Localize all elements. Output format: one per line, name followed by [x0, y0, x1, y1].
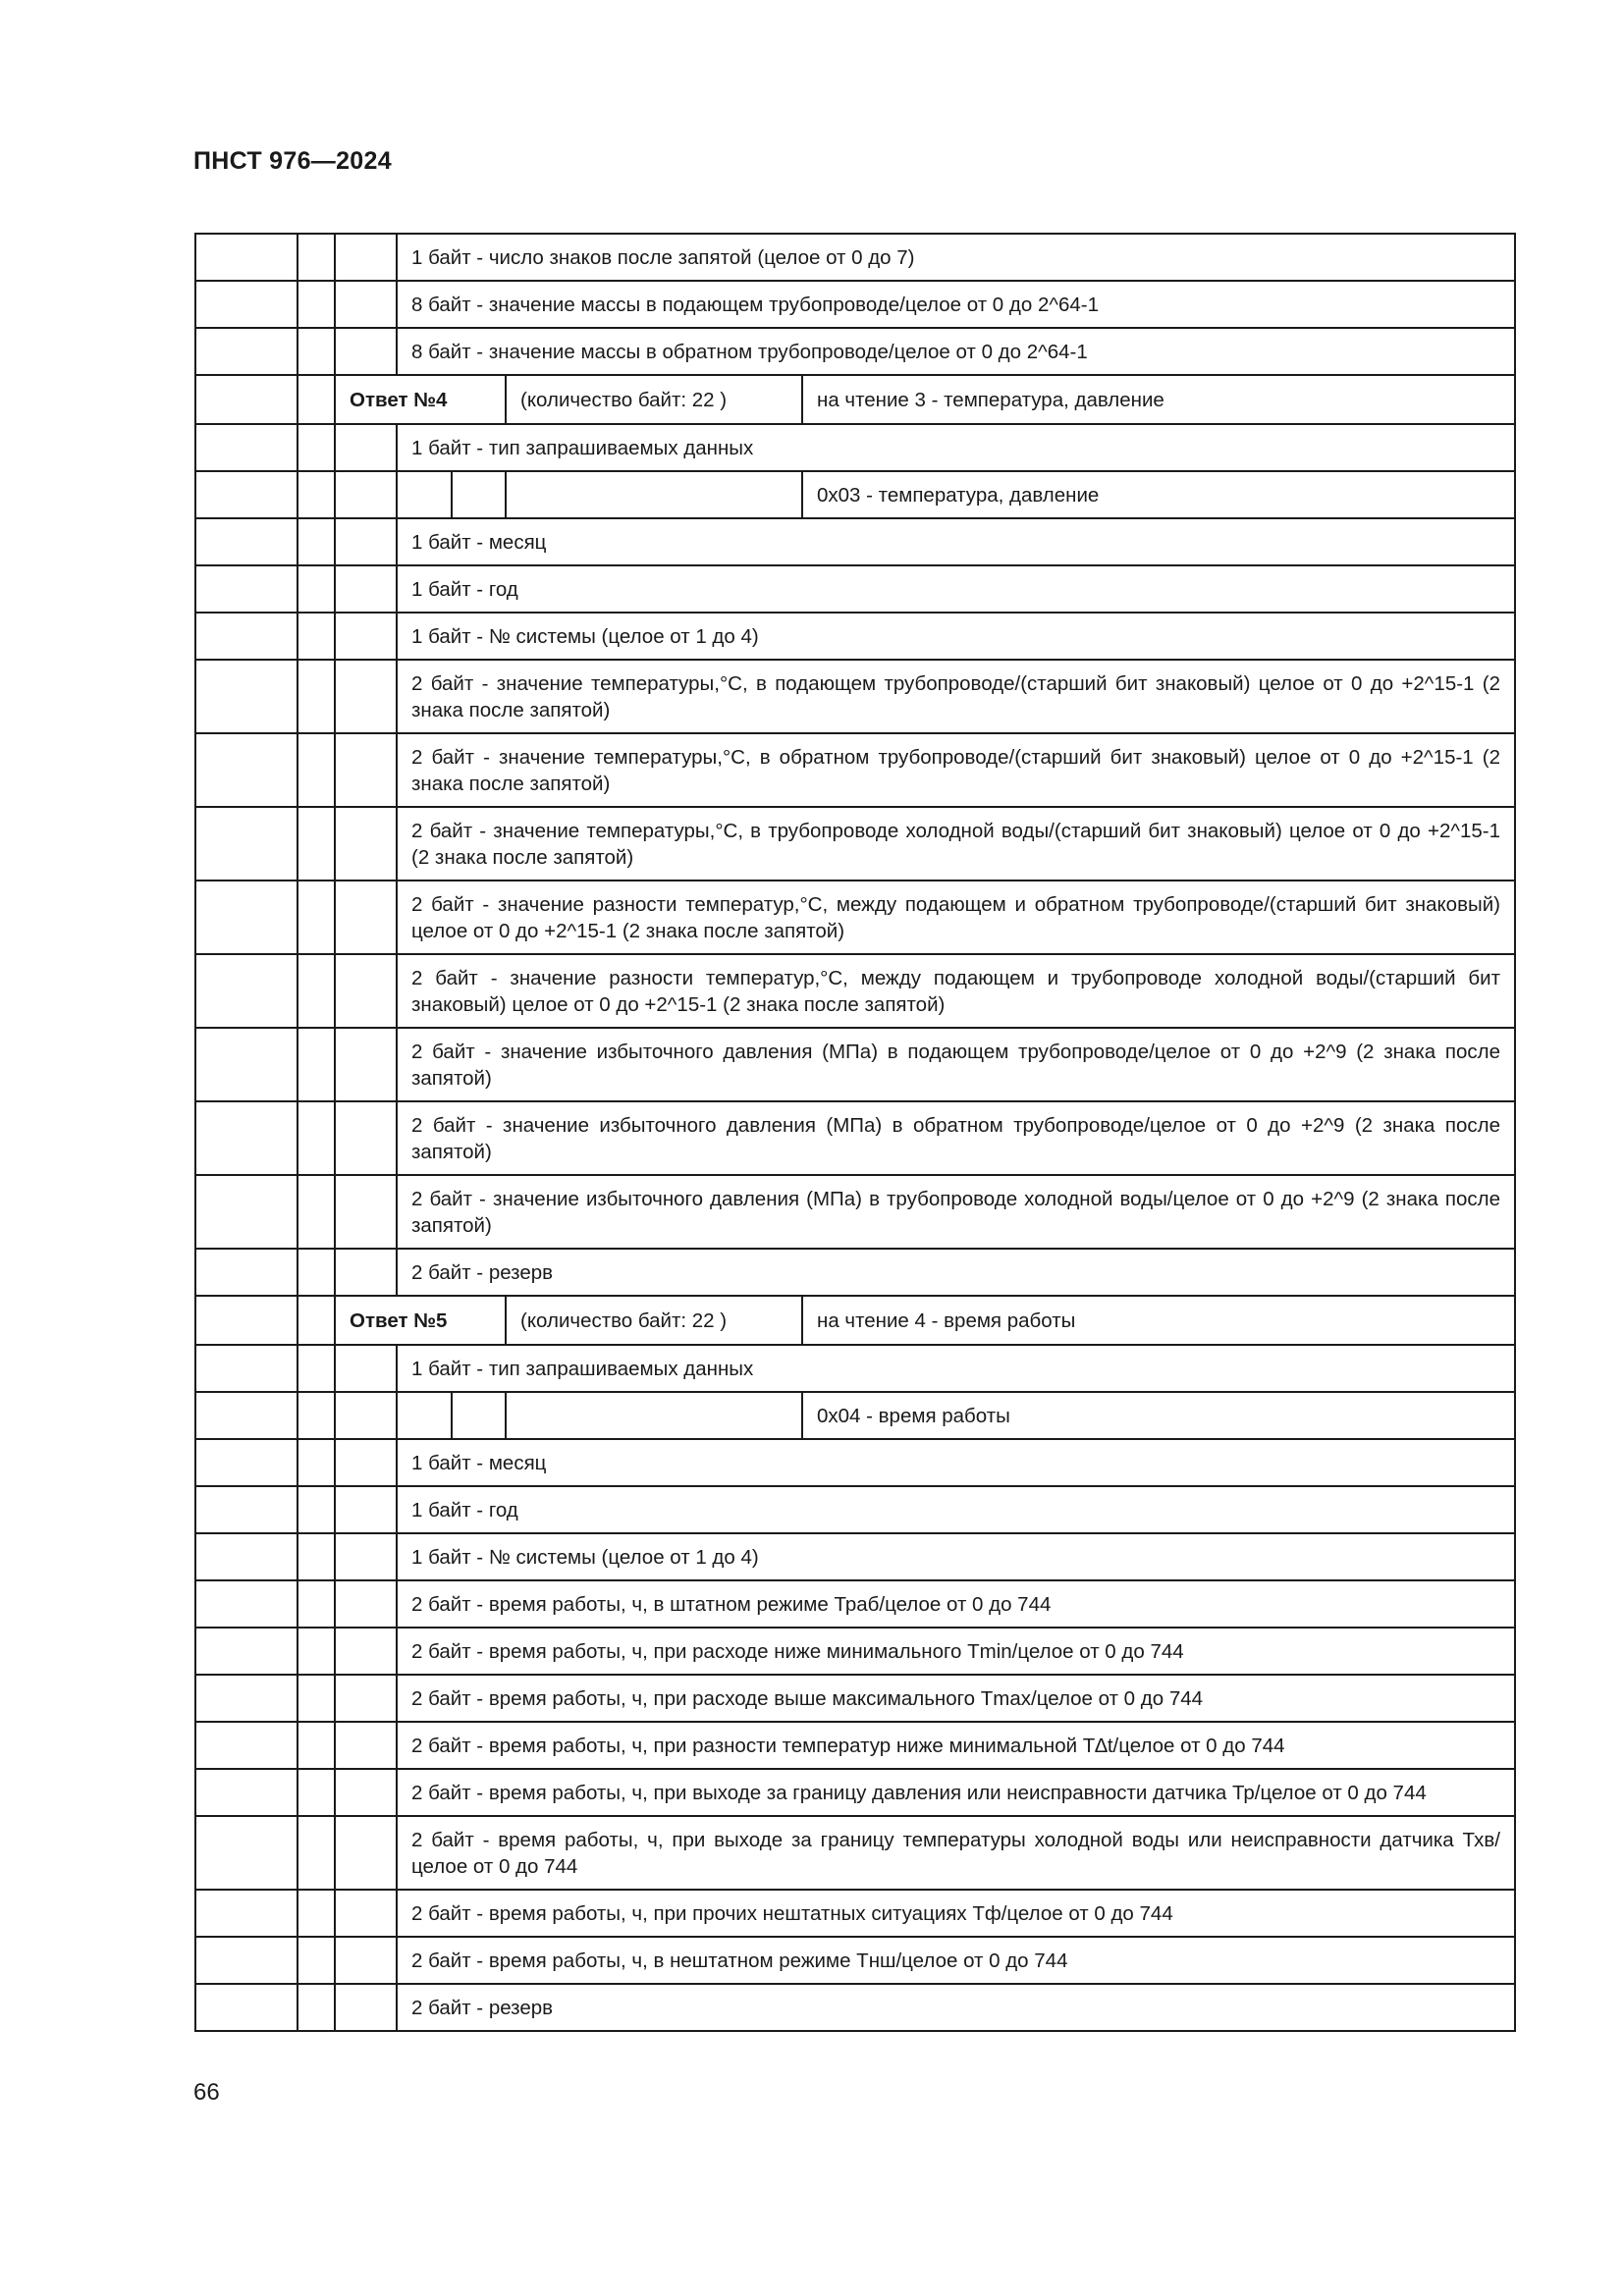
row-text: 2 байт - время работы, ч, при прочих нештатных ситуациях Тф/целое от 0 до 744: [397, 1890, 1515, 1937]
table-row: [195, 954, 1515, 1028]
row-text: 1 байт - тип запрашиваемых данных: [397, 424, 1515, 471]
table-row: [195, 1984, 1515, 2031]
row-text: 2 байт - значение избыточного давления (МПа) в подающем трубопроводе/целое от 0 до +2^9 (2 знака после запятой): [397, 1028, 1515, 1101]
table-row: [195, 1101, 1515, 1175]
row-text: 2 байт - время работы, ч, при выходе за границу давления или неисправности датчика Тр/целое от 0 до 744: [397, 1769, 1515, 1816]
table-row: [195, 1249, 1515, 1296]
table-row: [195, 328, 1515, 375]
row-text: 2 байт - время работы, ч, при расходе ниже минимального Тmin/целое от 0 до 744: [397, 1628, 1515, 1675]
table-row: [195, 613, 1515, 660]
table-row: [195, 1675, 1515, 1722]
row-text: 1 байт - год: [397, 1486, 1515, 1533]
row-text: 2 байт - время работы, ч, в нештатном режиме Тнш/целое от 0 до 744: [397, 1937, 1515, 1984]
table-row: [195, 1580, 1515, 1628]
row-text: 2 байт - время работы, ч, при выходе за границу температуры холодной воды или неисправности датчика Тхв/целое от 0 до 744: [397, 1816, 1515, 1890]
byte-count: (количество байт: 22 ): [506, 1296, 802, 1345]
table-row: [195, 881, 1515, 954]
table-row: [195, 660, 1515, 733]
row-text: 2 байт - значение температуры,°С, в трубопроводе холодной воды/(старший бит знаковый) целое от 0 до +2^15-1 (2 знака после запятой): [397, 807, 1515, 881]
table-row: [195, 1345, 1515, 1392]
answer-header-row: [195, 1296, 1515, 1345]
table-row: [195, 733, 1515, 807]
row-text: 2 байт - резерв: [397, 1249, 1515, 1296]
answer-title: Ответ №5: [335, 1296, 506, 1345]
table-row: [195, 1486, 1515, 1533]
table-row: [195, 1175, 1515, 1249]
answer-description: на чтение 3 - температура, давление: [802, 375, 1515, 424]
row-text: 1 байт - число знаков после запятой (целое от 0 до 7): [397, 234, 1515, 281]
row-text: 2 байт - значение избыточного давления (МПа) в трубопроводе холодной воды/целое от 0 до +2^9 (2 знака после запятой): [397, 1175, 1515, 1249]
table-row: [195, 807, 1515, 881]
row-text: 1 байт - месяц: [397, 1439, 1515, 1486]
row-text: 2 байт - значение разности температур,°С, между подающем и обратном трубопроводе/(старший бит знаковый) целое от 0 до +2^15-1 (2 знака после запятой): [397, 881, 1515, 954]
row-text: 8 байт - значение массы в подающем трубопроводе/целое от 0 до 2^64-1: [397, 281, 1515, 328]
table-row: [195, 1890, 1515, 1937]
row-text: 1 байт - месяц: [397, 518, 1515, 565]
table-row: [195, 1769, 1515, 1816]
row-text: 2 байт - резерв: [397, 1984, 1515, 2031]
byte-count: (количество байт: 22 ): [506, 375, 802, 424]
row-text: 1 байт - год: [397, 565, 1515, 613]
protocol-table: [194, 233, 1516, 2032]
table-row: [195, 1628, 1515, 1675]
table-row: [195, 234, 1515, 281]
table-row: [195, 1816, 1515, 1890]
table-row: [195, 471, 1515, 518]
table-row: [195, 1028, 1515, 1101]
row-text: 2 байт - значение разности температур,°С, между подающем и трубопроводе холодной воды/(старший бит знаковый) целое от 0 до +2^15-1 (2 знака после запятой): [397, 954, 1515, 1028]
table-row: [195, 1937, 1515, 1984]
row-text: 2 байт - время работы, ч, в штатном режиме Траб/целое от 0 до 744: [397, 1580, 1515, 1628]
row-text: 2 байт - значение температуры,°С, в подающем трубопроводе/(старший бит знаковый) целое от 0 до +2^15-1 (2 знака после запятой): [397, 660, 1515, 733]
data-type-code: 0x03 - температура, давление: [802, 471, 1515, 518]
row-text: 1 байт - тип запрашиваемых данных: [397, 1345, 1515, 1392]
table-row: [195, 1439, 1515, 1486]
answer-header-row: [195, 375, 1515, 424]
row-text: 1 байт - № системы (целое от 1 до 4): [397, 613, 1515, 660]
table-row: [195, 1533, 1515, 1580]
row-text: 1 байт - № системы (целое от 1 до 4): [397, 1533, 1515, 1580]
answer-description: на чтение 4 - время работы: [802, 1296, 1515, 1345]
data-type-code: 0x04 - время работы: [802, 1392, 1515, 1439]
document-header: ПНСТ 976—2024: [193, 147, 392, 175]
row-text: 2 байт - значение температуры,°С, в обратном трубопроводе/(старший бит знаковый) целое от 0 до +2^15-1 (2 знака после запятой): [397, 733, 1515, 807]
table-row: [195, 1722, 1515, 1769]
table-row: [195, 1392, 1515, 1439]
table-row: [195, 281, 1515, 328]
row-text: 8 байт - значение массы в обратном трубопроводе/целое от 0 до 2^64-1: [397, 328, 1515, 375]
table-row: [195, 518, 1515, 565]
row-text: 2 байт - время работы, ч, при расходе выше максимального Тmax/целое от 0 до 744: [397, 1675, 1515, 1722]
row-text: 2 байт - время работы, ч, при разности температур ниже минимальной Т∆t/целое от 0 до 744: [397, 1722, 1515, 1769]
row-text: 2 байт - значение избыточного давления (МПа) в обратном трубопроводе/целое от 0 до +2^9 (2 знака после запятой): [397, 1101, 1515, 1175]
answer-title: Ответ №4: [335, 375, 506, 424]
table-row: [195, 565, 1515, 613]
page-number: 66: [193, 2079, 220, 2106]
table-row: [195, 424, 1515, 471]
